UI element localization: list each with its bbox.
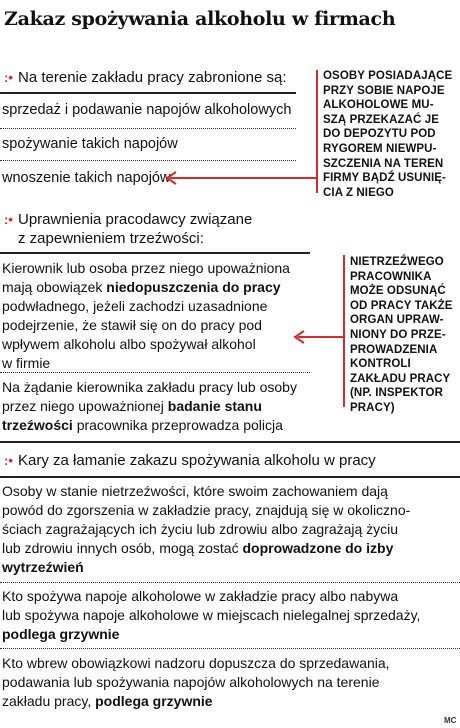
divider (0, 128, 296, 129)
section2-heading: :• Uprawnienia pracodawcy związane z zapewnieniem trzeźwości: (4, 211, 253, 247)
paragraph-sobriety-test: Na żądanie kierownika zakładu pracy lub osoby przez niego upoważnionej badanie stanu trzeźwości pracownika przeprowadza policja (2, 379, 297, 433)
paragraph-inspection: Kierownik lub osoba przez niego upoważniona mają obowiązek niedopuszczenia do pracy podwładnego, jeżeli zachodzi uzasadnione podejrzenie, że stawił się on do pracy pod wpływem alkoholu albo spożywał alkohol w firmie (2, 260, 290, 371)
list-item: sprzedaż i podawanie napojów alkoholowych (2, 102, 292, 118)
arrow-line (170, 177, 316, 179)
divider (0, 160, 296, 161)
bullet-marker: :• (4, 212, 13, 227)
divider (0, 648, 460, 649)
divider (0, 441, 460, 443)
paragraph-fine-drinking: Kto spożywa napoje alkoholowe w zakładzie pracy albo nabywa lub spożywa napoje alkoholowe w miejscach nielegalnej sprzedaży, podlega grzywnie (2, 588, 421, 642)
divider (0, 372, 310, 373)
note-removal: NIETRZEŹWEGO PRACOWNIKA MOŻE ODSUNĄĆ OD PRACY TAKŻE ORGAN UPRAW- NIONY DO PRZE- PROWADZENIA KONTROLI ZAKŁADU PRACY (NP. INSPEKTOR PRACY) (350, 256, 453, 414)
note-bar (343, 255, 345, 407)
note-deposit: OSOBY POSIADAJĄCE PRZY SOBIE NAPOJE ALKOHOLOWE MU- SZĄ PRZEKAZAĆ JE DO DEPOZYTU POD RYGOREM NIEWPU- SZCZENIA NA TEREN FIRMY BĄDŹ USUNIĘ- CIA Z NIEGO (323, 70, 453, 199)
divider (0, 476, 460, 478)
list-item: wnoszenie takich napojów (2, 170, 171, 186)
arrow-left-icon (164, 170, 180, 186)
bullet-marker: :• (4, 70, 13, 85)
paragraph-fine-supervision: Kto wbrew obowiązkowi nadzoru dopuszcza do sprzedawania, podawania lub spożywania napojów alkoholowych na terenie zakładu pracy, podlega grzywnie (2, 655, 390, 709)
arrow-left-icon (292, 329, 308, 345)
page-title: Zakaz spożywania alkoholu w firmach (4, 8, 396, 30)
note-bar (316, 70, 318, 193)
divider (0, 582, 460, 583)
section1-heading: :• Na terenie zakładu pracy zabronione są: (4, 69, 287, 86)
bullet-marker: :• (4, 453, 13, 468)
author-credit: MC (444, 716, 457, 725)
divider (0, 252, 310, 254)
paragraph-drunk-persons: Osoby w stanie nietrzeźwości, które swoim zachowaniem dają powód do zgorszenia w zakładzie pracy, znajdują się w okoliczno- ściach zagrażających ich życiu lub zdrowiu albo zagrażają życiu lub zdrowiu innych osób, mogą zostać doprowadzone do izby wytrzeźwień (2, 483, 411, 575)
list-item: spożywanie takich napojów (2, 136, 178, 152)
divider (0, 92, 296, 94)
section3-heading: :• Kary za łamanie zakazu spożywania alkoholu w pracy (4, 452, 376, 469)
